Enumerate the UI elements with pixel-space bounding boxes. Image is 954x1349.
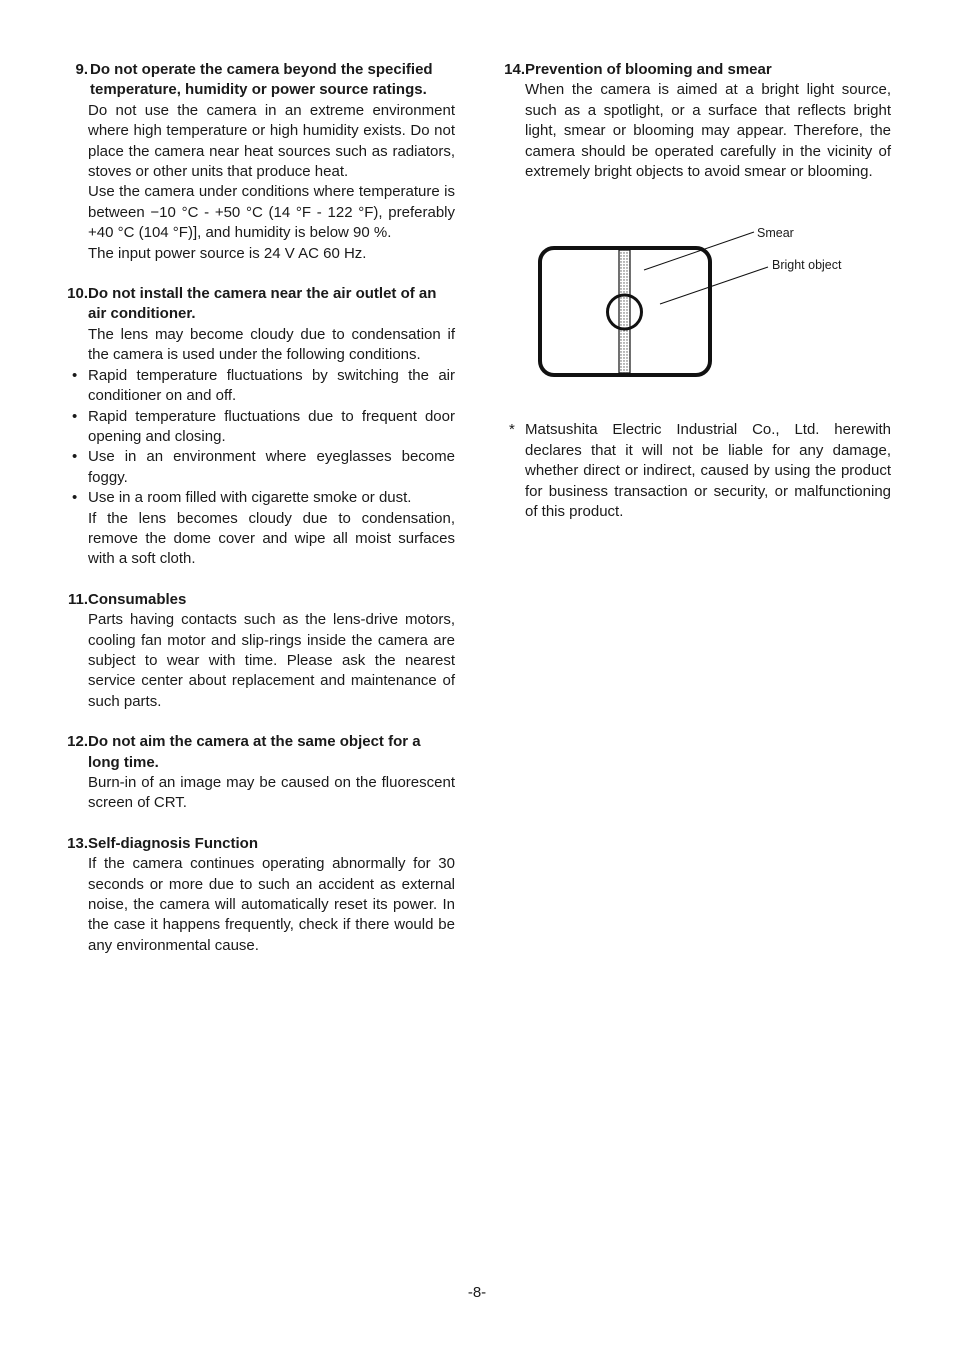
section-10-heading (60, 284, 455, 325)
section-number: 9. (75, 61, 88, 78)
bullet-text: Use in an environment where eyeglasses become foggy. (88, 448, 455, 486)
section-number: 11. (67, 590, 88, 608)
bright-object-leader-line (660, 267, 768, 304)
left-column (60, 60, 455, 976)
paragraph: Do not use the camera in an extreme environment where high temperature or high humidity exists. Do not place the camera near heat sources such as radiators, stoves or other units that produce heat. (88, 101, 455, 181)
heading-line: Prevention of blooming and smear (525, 61, 772, 78)
heading-line: Do not operate the camera beyond the specified (90, 61, 433, 78)
bullet-item (60, 447, 455, 488)
smear-label: Smear (757, 226, 794, 240)
heading-line: Do not install the camera near the air outlet of an (88, 285, 437, 303)
heading-line: Consumables (88, 590, 187, 608)
page-number: -8- (467, 1284, 487, 1301)
section-11 (60, 590, 455, 712)
paragraph: If the lens becomes cloudy due to condensation, remove the dome cover and wipe all moist surfaces with a soft cloth. (88, 509, 455, 568)
section-14-heading (497, 60, 891, 80)
bullet-item (60, 488, 455, 508)
section-number: 12. (67, 733, 88, 751)
section-12-heading (60, 732, 455, 773)
heading-line: temperature, humidity or power source ratings. (90, 81, 427, 99)
disclaimer-note (497, 420, 891, 522)
paragraph: The lens may become cloudy due to condensation if the camera is used under the following conditions. (88, 325, 455, 364)
heading-line: air conditioner. (88, 305, 196, 323)
section-number: 13. (67, 834, 88, 852)
section-13 (60, 834, 455, 956)
bullet-icon: • (72, 448, 78, 466)
section-number: 14. (504, 61, 525, 78)
section-9-heading (60, 60, 455, 101)
smear-stripe (619, 250, 630, 373)
paragraph: Burn-in of an image may be caused on the fluorescent screen of CRT. (88, 774, 455, 812)
section-14 (497, 60, 891, 182)
paragraph: The input power source is 24 V AC 60 Hz. (88, 244, 367, 262)
disclaimer-text: Matsushita Electric Industrial Co., Ltd. herewith declares that it will not be liable for any damage, whether direct or indirect, caused by using the product for business transaction or security, or malfunctioning of this product. (525, 421, 891, 521)
smear-diagram (530, 222, 860, 392)
bullet-text: Rapid temperature fluctuations due to frequent door opening and closing. (88, 407, 455, 445)
bullet-icon: • (72, 366, 78, 384)
section-9 (60, 60, 455, 264)
heading-line: Do not aim the camera at the same object for a (88, 733, 421, 751)
paragraph: Use the camera under conditions where temperature is between −10 °C - +50 °C (14 °F - 122 °F), preferably +40 °C (104 °F)], and humidity is below 90 %. (88, 183, 455, 242)
bullet-item (60, 407, 455, 448)
asterisk-mark: * (509, 421, 515, 439)
paragraph: Parts having contacts such as the lens-drive motors, cooling fan motor and slip-rings inside the camera are subject to wear with time. Please ask the nearest service center about replacement and maintenance of such parts. (88, 611, 455, 710)
section-number: 10. (67, 285, 88, 303)
paragraph: When the camera is aimed at a bright light source, such as a spotlight, or a surface that reflects bright light, smear or blooming may appear. Therefore, the camera should be operated carefully in the vicinity of extremely bright objects to avoid smear or blooming. (525, 81, 891, 181)
bullet-icon: • (72, 407, 78, 425)
section-12 (60, 732, 455, 814)
bullet-text: Use in a room filled with cigarette smoke or dust. (88, 489, 412, 507)
smear-leader-line (644, 232, 754, 270)
paragraph: If the camera continues operating abnormally for 30 seconds or more due to such an accident as external noise, the camera will automatically reset its power. In the case it happens frequently, check if there would be any environmental cause. (88, 855, 455, 954)
section-11-heading (60, 590, 455, 610)
section-10 (60, 284, 455, 570)
bullet-text: Rapid temperature fluctuations by switching the air conditioner on and off. (88, 366, 455, 405)
heading-line: Self-diagnosis Function (88, 834, 259, 852)
heading-line: long time. (88, 753, 159, 771)
section-13-heading (60, 834, 455, 854)
bullet-icon: • (72, 489, 78, 507)
bullet-item (60, 366, 455, 407)
bright-object-label: Bright object (772, 258, 842, 272)
smear-diagram-svg (530, 222, 860, 392)
